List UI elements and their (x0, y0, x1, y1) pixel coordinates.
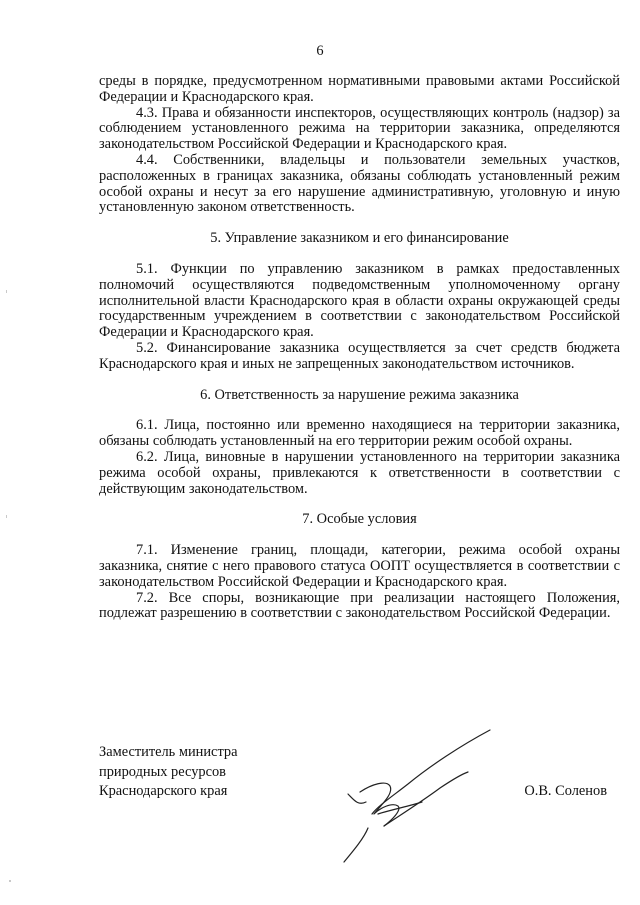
paragraph-4-3: 4.3. Права и обязанности инспекторов, осуществляющих контроль (надзор) за соблюдением установленного режима на территории заказника, определяются законодательством Российской Федерации и Краснодарского края. (99, 104, 620, 153)
signatory-position (99, 743, 238, 802)
section-heading-7: 7. Особые условия (302, 511, 417, 528)
page-number: 6 (316, 43, 324, 59)
paragraph-7-1: 7.1. Изменение границ, площади, категории, режима особой охраны заказника, снятие с него правового статуса ООПТ осуществляется в соответствии с законодательством Российской Федерации и Краснодарского края. (99, 542, 620, 590)
paragraph-4-4: 4.4. Собственники, владельцы и пользователи земельных участков, расположенных в границах заказника, обязаны соблюдать установленный режим особой охраны и несут за его нарушение административную, уголовную и иную установленную законом ответственность. (99, 151, 620, 216)
scan-artifact (9, 880, 11, 882)
paragraph-7-2: 7.2. Все споры, возникающие при реализации настоящего Положения, подлежат разрешению в соответствии с законодательством Российской Федерации. (99, 589, 620, 622)
signatory-name: О.В. Соленов (524, 783, 607, 799)
scan-artifact (6, 515, 7, 518)
scan-artifact (6, 290, 7, 293)
paragraph-5-2: 5.2. Финансирование заказника осуществляется за счет средств бюджета Краснодарского края и иных не запрещенных законодательством источников. (99, 339, 620, 372)
paragraph-5-1: 5.1. Функции по управлению заказником в рамках предоставленных полномочий осуществляются подведомственным уполномоченному органу исполнительной власти Краснодарского края в области охраны окружающей среды государственным учреждением в соответствии с законодательством Российской Федерации и Краснодарского края. (99, 260, 620, 341)
signatory-line-3: Краснодарского края (99, 783, 228, 799)
paragraph-continuation: среды в порядке, предусмотренном нормативными правовыми актами Российской Федерации и Краснодарского края. (99, 73, 620, 105)
handwritten-signature (320, 722, 500, 872)
document-body (99, 74, 620, 622)
paragraph-6-1: 6.1. Лица, постоянно или временно находящиеся на территории заказника, обязаны соблюдать установленный на его территории режим особой охраны. (99, 417, 620, 450)
signatory-line-1: Заместитель министра (99, 744, 238, 760)
paragraph-6-2: 6.2. Лица, виновные в нарушении установленного на территории заказника режима особой охраны, привлекаются к ответственности в соответствии с действующим законодательством. (99, 448, 620, 497)
signatory-line-2: природных ресурсов (99, 763, 226, 780)
section-heading-6: 6. Ответственность за нарушение режима заказника (200, 386, 519, 403)
section-heading-5: 5. Управление заказником и его финансирование (210, 230, 509, 247)
